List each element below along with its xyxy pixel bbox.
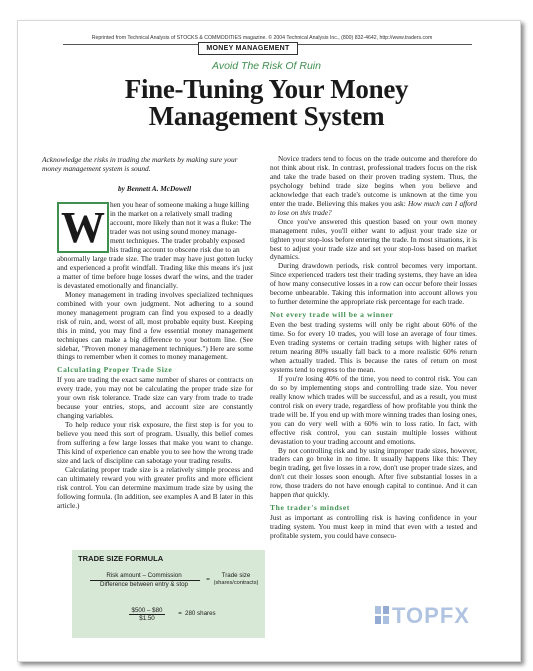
paragraph: To help reduce your risk exposure, the first step is for you to believe you need this sort of program. Usually, this belief comes from suffering a few large losses that make you want to change. This kind of experience can enable you to see how the wrong trade size and lack of discipline can sabotage your trading results.: [57, 420, 253, 465]
paragraph: [270, 155, 477, 218]
paragraph: abnormally large trade size. The trader may have just gotten lucky and experienced a profit windfall. Trading like this means it's just a matter of time before huge losses dwarf the wins, and the trader is devastated emotionally and financially.: [57, 254, 253, 290]
header-rule-right: [298, 44, 472, 45]
lead-line: in the market on a relatively small trading: [110, 208, 233, 218]
article-title: [40, 76, 493, 130]
paragraph: Even the best trading systems will only be right about 60% of the time. So for every 10 trades, you will lose an average of four times. Even trading systems or certain trading setups with higher rates of return nearing 80% usually fall back to a more realistic 60% return when actually traded. This is because the rates of return on most systems tend to regress to the mean.: [270, 320, 477, 374]
formula-denominator: Difference between entry & stop: [100, 581, 188, 588]
left-column: [57, 255, 253, 511]
formula-numerator: Risk amount – Commission: [106, 572, 182, 579]
header-rule-left: [63, 44, 198, 45]
example-denominator: $1.50: [139, 615, 155, 622]
byline: by Bennett A. McDowell: [118, 184, 192, 193]
reprint-line: Reprinted from Technical Analysis of STOCKS & COMMODITIES magazine. © 2004 Technical Analysis Inc., (800) 832-4642, http://www.traders.com: [91, 35, 433, 41]
title-line-1: Fine-Tuning Your Money: [124, 74, 409, 104]
section-tag: MONEY MANAGEMENT: [198, 42, 298, 55]
lead-line: his trading account to obscene risk due to an: [110, 244, 240, 254]
paragraph: Once you've answered this question based on your own money management rules, you'll either want to adjust your trade size or tighten your stop-loss before entering the trade. In most situations, it is best to adjust your trade size and set your stop-loss based on market dynamics.: [270, 216, 477, 262]
equals-sign: =: [206, 576, 210, 583]
drop-cap: W: [57, 202, 109, 253]
formula-result-label: Trade size: [221, 572, 251, 579]
paragraph: Calculating proper trade size is a relatively simple process and can ultimately reward you with greater profits and more efficient risk control. You can determine maximum trade size by using the following formula. (In addition, see examples A and B later in this article.): [57, 464, 253, 510]
paragraph: Just as important as controlling risk is having confidence in your trading system. You must keep in mind that even with a tested and profitable system, you could have consecu-: [270, 513, 477, 541]
watermark: TOPFX: [392, 603, 470, 628]
article-deck: Acknowledge the risks in trading the markets by making sure your money management system is sound.: [42, 155, 238, 173]
trade-size-formula-box: [72, 550, 265, 638]
formula-result-sublabel: (shares/contracts): [213, 580, 259, 586]
subhead-traders-mindset: The trader's mindset: [270, 503, 350, 513]
lead-lines: [110, 201, 252, 255]
title-line-2: Management System: [148, 101, 385, 131]
lead-line: ment techniques. The trader probably exposed: [110, 235, 245, 245]
paragraph: If you are trading the exact same number of shares or contracts on every trade, you may not be calculating the proper trade size for your own risk tolerance. Trade size can vary from trade to trade because your entries, stops, and account size are constantly changing variables.: [57, 375, 253, 421]
subhead-trade-size: Calculating Proper Trade Size: [57, 365, 173, 375]
paragraph: Money management in trading involves specialized techniques combined with your own judgment. Not adhering to a sound money management program can find you exposed to a deadly risk of ruin, and, worst of all, most probable equity bust. Keeping this in mind, you may find a few essential money management techniques can make a big difference to your bottom line. (See sidebar, "Proven money management techniques.") Here are some things to remember when it comes to money management.: [57, 289, 253, 362]
paragraph-text: By not controlling risk and by using improper trade sizes, however, traders can go broke in no time. It usually happens like this: They begin trading, get five losses in a row, don't use proper trade sizes, and don't cut their losses soon enough. After five substantial losses in a row, those traders do not have enough capital to continue. And it can happen: [270, 445, 477, 500]
example-result: 280 shares: [185, 610, 216, 617]
lead-line: account, more likely than not it was a fluke: The: [110, 217, 252, 227]
lead-line: hen you hear of someone making a huge killing: [110, 200, 250, 209]
example-numerator: $500 – $80: [131, 607, 163, 614]
paragraph-italic: that: [292, 490, 305, 500]
paragraph: If you're losing 40% of the time, you need to control risk. You can do so by implementing stops and controlling trade size. You never really know which trades will be successful, and as a result, you must control risk on every trade, regardless of how profitable you think the trade will be. If you end up with more winning trades than losing ones, you can do very well with a 60% win to loss ratio. In fact, with effective risk control, you can sustain multiple losses without devastation to your trading account and emotions.: [270, 373, 477, 446]
watermark-logo-icon: [373, 604, 391, 626]
lead-line: trader was not using sound money manage-: [110, 226, 237, 236]
paragraph-text: Novice traders tend to focus on the trade outcome and therefore do not think about risk. In contrast, professional traders focus on the risk and take the trade based on their proven trading system. Thus, the psychology behind trade size begins when you believe and acknowledge that each trade's outcome is unknown at the time you enter the trade. Believing this makes you ask:: [270, 154, 477, 208]
subhead-not-every-trade: Not every trade will be a winner: [270, 310, 394, 320]
paragraph: During drawdown periods, risk control becomes very important. Since experienced traders test their trading systems, they have an idea of how many consecutive losses in a row can occur before their losses become unbearable. Taking this information into account allows you to further determine the appropriate risk percentage for each trade.: [270, 261, 477, 307]
right-column: [270, 155, 477, 541]
paragraph-text: quickly.: [306, 490, 330, 500]
paragraph: [270, 447, 477, 501]
paragraph-italic: How much can I afford to lose on this trade?: [270, 198, 478, 217]
article-kicker: Avoid The Risk Of Ruin: [212, 60, 321, 72]
formula-title: TRADE SIZE FORMULA: [78, 554, 164, 563]
example-equals-sign: =: [178, 610, 182, 617]
